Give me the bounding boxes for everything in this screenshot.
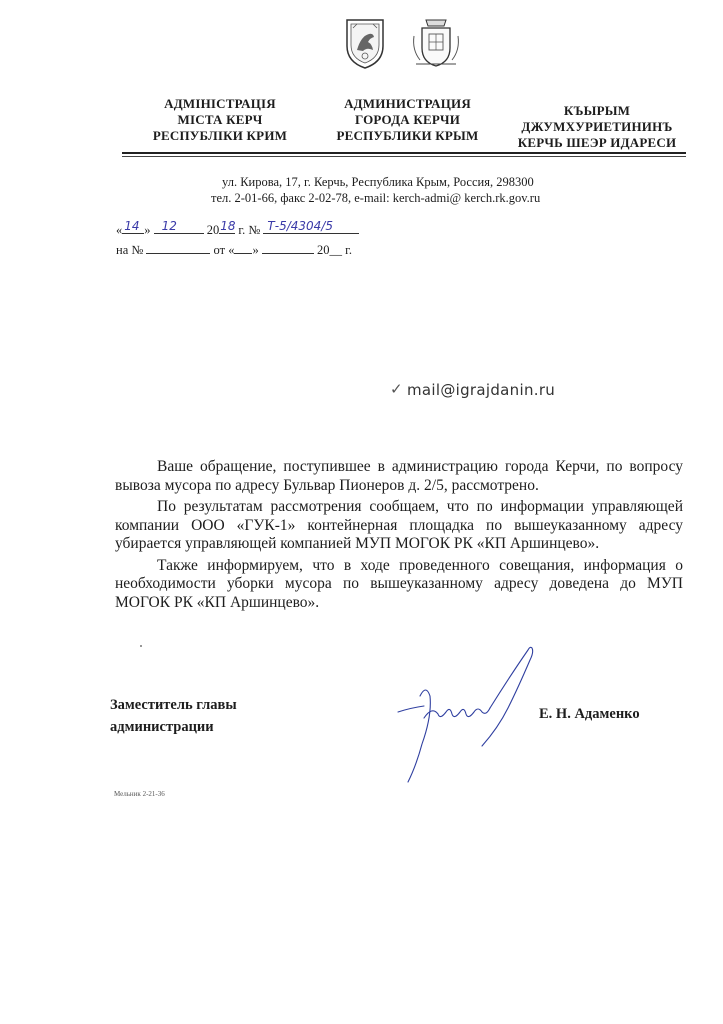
outgoing-reference [116, 220, 359, 238]
incoming-reference [116, 240, 352, 258]
ref-month: 12 [161, 219, 177, 233]
ref-day: 14 [124, 219, 140, 233]
header-ct-line-3: КЕРЧЬ ШЕЭР ИДАРЕСИ [517, 135, 677, 150]
header-ru-line-3: РЕСПУБЛИКИ КРЫМ [336, 128, 479, 143]
checkmark-icon: ✓ [390, 382, 403, 398]
ref-incoming-day-field [234, 240, 252, 254]
header-russian [325, 96, 490, 144]
header-ukrainian [140, 96, 300, 144]
body-paragraph-2: По результатам рассмотрения сообщаем, что по информации управляющей компании ООО «ГУК-1» контейнерная площадка по вышеуказанному адресу убирается управляющей компанией МУП МОГОК РК «КП Аршинцево». [115, 498, 683, 552]
recipient-email: mail@igrajdanin.ru [407, 381, 556, 399]
ref-year-suffix: 18 [220, 219, 236, 233]
header-ru-line-1: АДМИНИСТРАЦИЯ [344, 96, 471, 111]
header-ct-line-1: КЪЫРЫМ [563, 103, 631, 118]
ref-incoming-number-field [146, 240, 210, 254]
ref-year-prefix: 20 [206, 223, 220, 237]
ref-close-quote: » [144, 223, 151, 237]
header-ua-line-2: МІСТА КЕРЧ [177, 112, 263, 127]
signatory-title-line-2: администрации [110, 719, 214, 735]
ref-close-quote-2: » [252, 243, 259, 257]
header-divider-thick [122, 152, 686, 154]
crimea-coat-of-arms-icon [343, 16, 387, 75]
header-ua-line-3: РЕСПУБЛІКИ КРИМ [152, 128, 288, 143]
ref-na-no: на № [116, 243, 144, 257]
handwritten-signature [390, 636, 540, 801]
ref-month-field [154, 220, 204, 234]
signatory-name: Е. Н. Адаменко [539, 706, 640, 722]
ref-number-field [263, 220, 359, 234]
body-paragraph-1: Ваше обращение, поступившее в администрацию города Керчи, по вопросу вывоза мусора по адресу Бульвар Пионеров д. 2/5, рассмотрено. [115, 458, 683, 494]
letter-body [115, 458, 683, 615]
kerch-coat-of-arms-icon [410, 16, 462, 75]
ref-number: Т-5/4304/5 [267, 219, 333, 233]
ref-g-no: г. № [238, 223, 261, 237]
ref-open-quote: « [116, 223, 123, 237]
header-divider-thin [122, 156, 686, 157]
contact-address: ул. Кирова, 17, г. Керчь, Республика Крым, Россия, 298300 [222, 175, 534, 189]
ref-incoming-month-field [262, 240, 314, 254]
ref-day-field [122, 220, 144, 234]
ref-year-2: 20__ г. [316, 243, 352, 257]
contact-phones: тел. 2-01-66, факс 2-02-78, e-mail: kerch-admi@ kerch.rk.gov.ru [211, 191, 541, 205]
ref-ot: от « [213, 243, 235, 257]
signatory-title-line-1: Заместитель главы [110, 697, 237, 713]
executor-note: Мельник 2-21-36 [114, 790, 165, 798]
stray-mark [140, 645, 142, 647]
header-crimean-tatar [508, 103, 686, 151]
header-ct-line-2: ДЖУМХУРИЕТИНИНЪ [521, 119, 673, 134]
body-paragraph-3: Также информируем, что в ходе проведенного совещания, информация о необходимости уборки мусора по вышеуказанному адресу доведена до МУП МОГОК РК «КП Аршинцево». [115, 556, 683, 611]
header-ru-line-2: ГОРОДА КЕРЧИ [354, 112, 461, 127]
header-ua-line-1: АДМІНІСТРАЦІЯ [164, 96, 276, 111]
ref-year-field [219, 220, 235, 234]
